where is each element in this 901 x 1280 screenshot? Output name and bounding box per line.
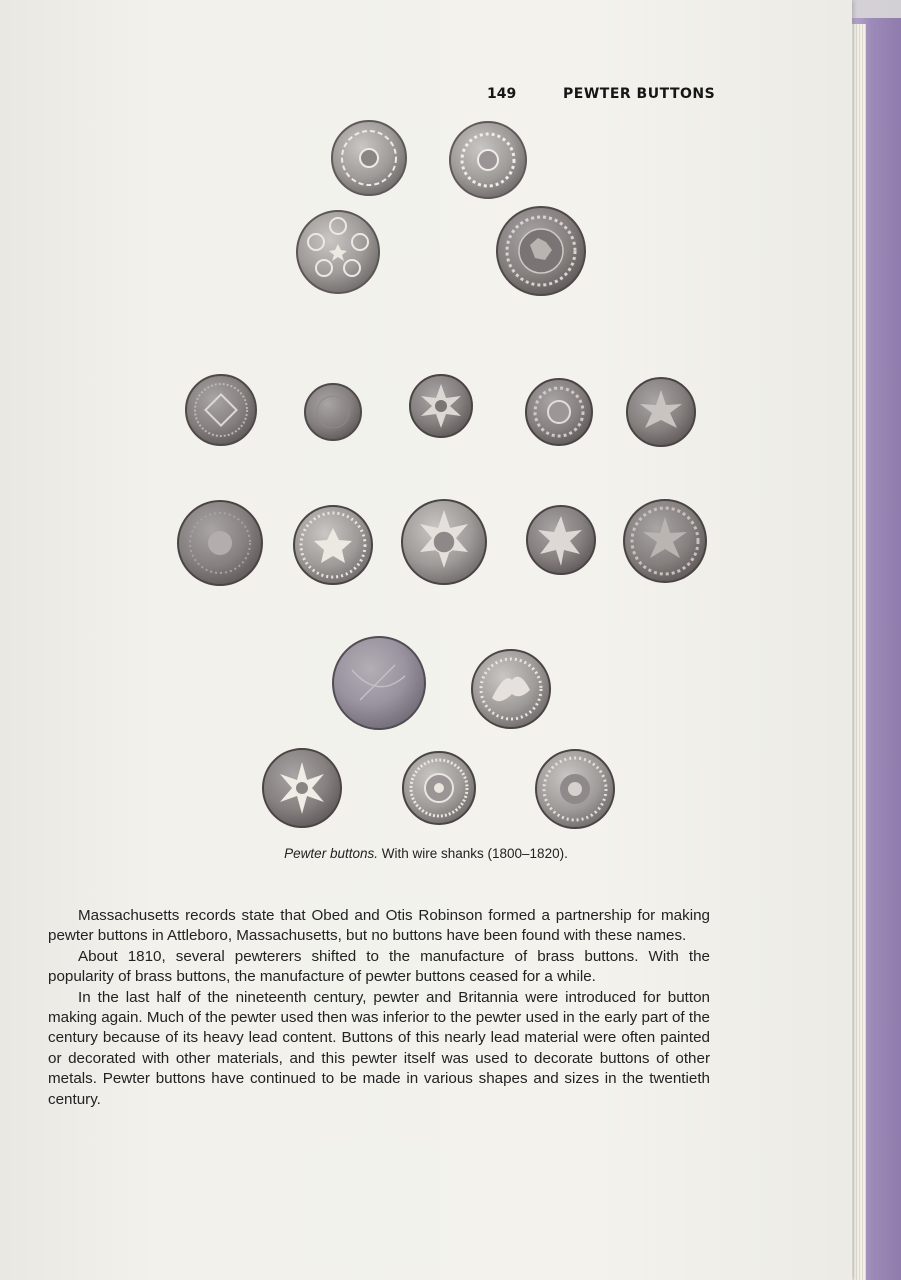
pewter-button bbox=[178, 501, 262, 585]
pewter-button bbox=[536, 750, 614, 828]
pewter-button bbox=[497, 207, 585, 295]
pewter-button bbox=[450, 122, 526, 198]
pewter-button bbox=[410, 375, 472, 437]
pewter-button bbox=[305, 384, 361, 440]
pewter-button bbox=[297, 211, 379, 293]
figure-caption bbox=[0, 846, 852, 861]
pewter-button bbox=[402, 500, 486, 584]
paragraph: In the last half of the nineteenth century, pewter and Britannia were introduced for button making again. Much of the pewter used then was inferior to the pewter used in the early part of the century because of its heavy lead content. Buttons of this nearly lead material were often painted or decorated with other materials, and this pewter itself was used to decorate buttons of other metals. Pewter buttons have continued to be made in various shapes and sizes in the twentieth century. bbox=[48, 988, 710, 1108]
caption-text: With wire shanks (1800–1820). bbox=[377, 846, 568, 861]
pewter-button bbox=[526, 379, 592, 445]
pewter-button bbox=[332, 121, 406, 195]
caption-italic: Pewter buttons. bbox=[284, 846, 378, 861]
running-title: PEWTER BUTTONS bbox=[563, 86, 716, 102]
pewter-button bbox=[186, 375, 256, 445]
pewter-button bbox=[624, 500, 706, 582]
pewter-button bbox=[403, 752, 475, 824]
paragraph: Massachusetts records state that Obed and Otis Robinson formed a partnership for making pewter buttons in Attleboro, Massachusetts, but no buttons have been found with these names. bbox=[48, 907, 710, 945]
pewter-button bbox=[263, 749, 341, 827]
pewter-button bbox=[627, 378, 695, 446]
page-number: 149 bbox=[487, 86, 517, 102]
body-text bbox=[48, 906, 710, 1110]
paragraph: About 1810, several pewterers shifted to the manufacture of brass buttons. With the popularity of brass buttons, the manufacture of pewter buttons ceased for a while. bbox=[48, 947, 710, 986]
pewter-button bbox=[294, 506, 372, 584]
pewter-button bbox=[527, 506, 595, 574]
pewter-button bbox=[472, 650, 550, 728]
pewter-button bbox=[333, 637, 425, 729]
